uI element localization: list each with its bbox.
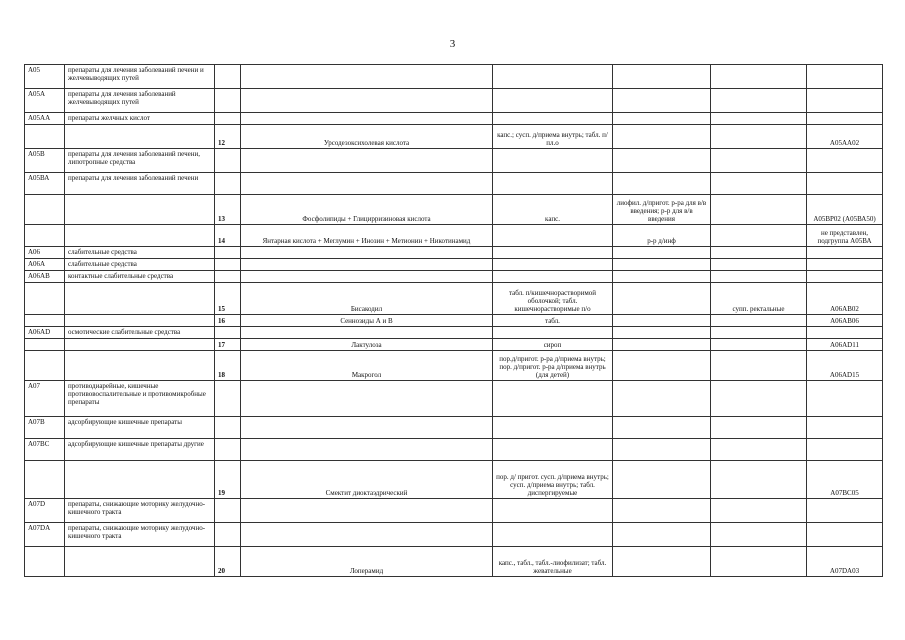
dosage-forms-oral (493, 271, 613, 283)
dosage-forms-injection (613, 125, 711, 149)
atc-group-code: А05АА (25, 113, 65, 125)
table-row (25, 417, 883, 439)
row-number: 17 (215, 339, 241, 351)
dosage-forms-oral (493, 439, 613, 461)
row-number (215, 439, 241, 461)
atc-code: А06АВ06 (807, 315, 883, 327)
dosage-forms-other (711, 439, 807, 461)
dosage-forms-injection (613, 315, 711, 327)
dosage-forms-other (711, 195, 807, 225)
dosage-forms-other (711, 499, 807, 523)
dosage-forms-oral (493, 89, 613, 113)
table-row (25, 271, 883, 283)
dosage-forms-other (711, 381, 807, 417)
dosage-forms-oral (493, 113, 613, 125)
dosage-forms-oral: пор.д/пригот. р-ра д/приема внутрь; пор. д/пригот. р-ра д/приема внутрь (для детей) (493, 351, 613, 381)
row-number (215, 271, 241, 283)
atc-group-name (65, 351, 215, 381)
dosage-forms-injection (613, 339, 711, 351)
atc-code (807, 499, 883, 523)
dosage-forms-other (711, 271, 807, 283)
atc-group-code (25, 315, 65, 327)
table-row (25, 225, 883, 247)
atc-group-name: адсорбирующие кишечные препараты (65, 417, 215, 439)
atc-code: А07ВС05 (807, 461, 883, 499)
atc-code (807, 439, 883, 461)
atc-group-code: А05ВА (25, 173, 65, 195)
atc-code (807, 417, 883, 439)
atc-code (807, 173, 883, 195)
dosage-forms-oral (493, 499, 613, 523)
atc-group-code: А06 (25, 247, 65, 259)
dosage-forms-oral (493, 225, 613, 247)
row-number: 13 (215, 195, 241, 225)
dosage-forms-other (711, 259, 807, 271)
drug-name: Лактулоза (241, 339, 493, 351)
atc-group-name: контактные слабительные средства (65, 271, 215, 283)
dosage-forms-injection: лиофил. д/пригот. р-ра для в/в введения; р-р для в/в введения (613, 195, 711, 225)
table-row (25, 247, 883, 259)
dosage-forms-other (711, 461, 807, 499)
drug-name: Фосфолипиды + Глицирризиновая кислота (241, 195, 493, 225)
atc-code: А06АD11 (807, 339, 883, 351)
row-number (215, 113, 241, 125)
atc-group-code: А07D (25, 499, 65, 523)
dosage-forms-oral (493, 65, 613, 89)
row-number (215, 381, 241, 417)
atc-code (807, 327, 883, 339)
atc-code (807, 89, 883, 113)
dosage-forms-oral (493, 173, 613, 195)
drug-name: Бисакодил (241, 283, 493, 315)
drug-name (241, 499, 493, 523)
atc-group-name (65, 125, 215, 149)
row-number: 12 (215, 125, 241, 149)
dosage-forms-other (711, 113, 807, 125)
atc-group-name: слабительные средства (65, 259, 215, 271)
dosage-forms-injection (613, 173, 711, 195)
dosage-forms-other (711, 173, 807, 195)
dosage-forms-other (711, 247, 807, 259)
atc-group-name: осмотические слабительные средства (65, 327, 215, 339)
drug-name (241, 149, 493, 173)
table-row (25, 439, 883, 461)
dosage-forms-oral: капс., табл., табл.-лиофилизат; табл. жевательные (493, 547, 613, 577)
atc-group-code: А06А (25, 259, 65, 271)
dosage-forms-oral (493, 247, 613, 259)
row-number: 14 (215, 225, 241, 247)
dosage-forms-oral: капс.; сусп. д/приема внутрь; табл. п/пл.о (493, 125, 613, 149)
table-row (25, 547, 883, 577)
dosage-forms-other (711, 89, 807, 113)
dosage-forms-injection (613, 417, 711, 439)
dosage-forms-oral: сироп (493, 339, 613, 351)
atc-group-name: слабительные средства (65, 247, 215, 259)
table-row (25, 113, 883, 125)
dosage-forms-other (711, 547, 807, 577)
drug-name (241, 381, 493, 417)
table-row (25, 499, 883, 523)
dosage-forms-injection (613, 439, 711, 461)
atc-group-name: препараты для лечения заболеваний печени, липотропные средства (65, 149, 215, 173)
row-number (215, 247, 241, 259)
row-number (215, 523, 241, 547)
drug-name (241, 439, 493, 461)
atc-group-code: А05А (25, 89, 65, 113)
dosage-forms-injection (613, 113, 711, 125)
table-row (25, 315, 883, 327)
atc-group-name (65, 315, 215, 327)
atc-group-code: А07ВС (25, 439, 65, 461)
dosage-forms-oral (493, 417, 613, 439)
atc-group-code (25, 351, 65, 381)
dosage-forms-injection (613, 149, 711, 173)
table-row (25, 89, 883, 113)
drug-name (241, 173, 493, 195)
atc-group-name: препараты, снижающие моторику желудочно-кишечного тракта (65, 499, 215, 523)
atc-group-code (25, 225, 65, 247)
drug-name (241, 417, 493, 439)
drug-name: Лоперамид (241, 547, 493, 577)
dosage-forms-injection (613, 283, 711, 315)
dosage-forms-injection (613, 523, 711, 547)
row-number (215, 327, 241, 339)
table-row (25, 351, 883, 381)
atc-code: А05ВР02 (А05ВА50) (807, 195, 883, 225)
table-row (25, 195, 883, 225)
dosage-forms-oral (493, 259, 613, 271)
row-number: 15 (215, 283, 241, 315)
atc-code: А06АВ02 (807, 283, 883, 315)
atc-group-name (65, 283, 215, 315)
table-row (25, 523, 883, 547)
atc-group-name (65, 195, 215, 225)
dosage-forms-oral: пор. д/ пригот. сусп. д/приема внутрь; сусп. д/приема внутрь; табл. диспергируемые (493, 461, 613, 499)
dosage-forms-other (711, 225, 807, 247)
drug-name (241, 327, 493, 339)
row-number (215, 417, 241, 439)
atc-group-name (65, 339, 215, 351)
table-row (25, 327, 883, 339)
drug-name (241, 523, 493, 547)
row-number (215, 149, 241, 173)
dosage-forms-injection (613, 351, 711, 381)
atc-group-code: А06АВ (25, 271, 65, 283)
table-row (25, 381, 883, 417)
atc-code (807, 113, 883, 125)
atc-group-code: А05В (25, 149, 65, 173)
dosage-forms-other (711, 125, 807, 149)
dosage-forms-oral (493, 149, 613, 173)
atc-group-name: препараты желчных кислот (65, 113, 215, 125)
dosage-forms-injection (613, 89, 711, 113)
dosage-forms-other (711, 149, 807, 173)
atc-code (807, 247, 883, 259)
dosage-forms-other (711, 65, 807, 89)
dosage-forms-injection (613, 499, 711, 523)
atc-group-code (25, 195, 65, 225)
drug-name (241, 65, 493, 89)
atc-code: не представлен, подгруппа А05ВА (807, 225, 883, 247)
atc-code (807, 259, 883, 271)
dosage-forms-injection (613, 381, 711, 417)
atc-group-code: А07DА (25, 523, 65, 547)
drug-name: Сеннозиды А и В (241, 315, 493, 327)
dosage-forms-other (711, 351, 807, 381)
row-number: 16 (215, 315, 241, 327)
atc-group-name: препараты, снижающие моторику желудочно-кишечного тракта (65, 523, 215, 547)
drug-name (241, 247, 493, 259)
dosage-forms-other (711, 315, 807, 327)
row-number (215, 65, 241, 89)
atc-group-name (65, 461, 215, 499)
page-number: 3 (449, 38, 456, 50)
table-row (25, 283, 883, 315)
drug-name (241, 89, 493, 113)
atc-code: А05АА02 (807, 125, 883, 149)
dosage-forms-oral: капс. (493, 195, 613, 225)
dosage-forms-injection: р-р д/инф (613, 225, 711, 247)
drug-name: Смектит диоктаэдрический (241, 461, 493, 499)
table-row (25, 259, 883, 271)
row-number (215, 499, 241, 523)
row-number (215, 89, 241, 113)
dosage-forms-oral (493, 381, 613, 417)
atc-code (807, 65, 883, 89)
atc-group-name (65, 225, 215, 247)
dosage-forms-injection (613, 259, 711, 271)
row-number (215, 259, 241, 271)
atc-code (807, 149, 883, 173)
atc-group-code: А07В (25, 417, 65, 439)
atc-group-code: А07 (25, 381, 65, 417)
dosage-forms-injection (613, 547, 711, 577)
atc-group-name: адсорбирующие кишечные препараты другие (65, 439, 215, 461)
table-row (25, 173, 883, 195)
drug-list-table (24, 64, 883, 577)
atc-group-code (25, 339, 65, 351)
dosage-forms-other (711, 523, 807, 547)
dosage-forms-injection (613, 65, 711, 89)
dosage-forms-injection (613, 327, 711, 339)
row-number: 20 (215, 547, 241, 577)
atc-code: А07DА03 (807, 547, 883, 577)
dosage-forms-other: супп. ректальные (711, 283, 807, 315)
drug-name (241, 271, 493, 283)
dosage-forms-other (711, 417, 807, 439)
dosage-forms-injection (613, 461, 711, 499)
row-number: 18 (215, 351, 241, 381)
atc-group-name: препараты для лечения заболеваний желчевыводящих путей (65, 89, 215, 113)
drug-name: Янтарная кислота + Меглумин + Инозин + Метионин + Никотинамид (241, 225, 493, 247)
dosage-forms-injection (613, 271, 711, 283)
table-row (25, 461, 883, 499)
dosage-forms-other (711, 327, 807, 339)
row-number: 19 (215, 461, 241, 499)
dosage-forms-injection (613, 247, 711, 259)
atc-group-code (25, 461, 65, 499)
atc-code: А06АD15 (807, 351, 883, 381)
row-number (215, 173, 241, 195)
atc-group-code (25, 283, 65, 315)
drug-name (241, 259, 493, 271)
atc-code (807, 381, 883, 417)
dosage-forms-oral (493, 523, 613, 547)
dosage-forms-oral (493, 327, 613, 339)
drug-name: Макрогол (241, 351, 493, 381)
atc-group-name (65, 547, 215, 577)
atc-group-name: препараты для лечения заболеваний печени (65, 173, 215, 195)
table-row (25, 149, 883, 173)
table-row (25, 339, 883, 351)
table-row (25, 65, 883, 89)
atc-group-name: противодиарейные, кишечные противовоспалительные и противомикробные препараты (65, 381, 215, 417)
atc-group-code (25, 547, 65, 577)
table-row (25, 125, 883, 149)
dosage-forms-oral: табл. (493, 315, 613, 327)
drug-name (241, 113, 493, 125)
atc-code (807, 523, 883, 547)
drug-name: Урсодезоксихолевая кислота (241, 125, 493, 149)
dosage-forms-oral: табл. п/кишечнорастворимой оболочкой; табл. кишечнорастворимые п/о (493, 283, 613, 315)
atc-group-code: А05 (25, 65, 65, 89)
atc-group-code: А06АD (25, 327, 65, 339)
atc-group-name: препараты для лечения заболеваний печени и желчевыводящих путей (65, 65, 215, 89)
atc-group-code (25, 125, 65, 149)
atc-code (807, 271, 883, 283)
dosage-forms-other (711, 339, 807, 351)
